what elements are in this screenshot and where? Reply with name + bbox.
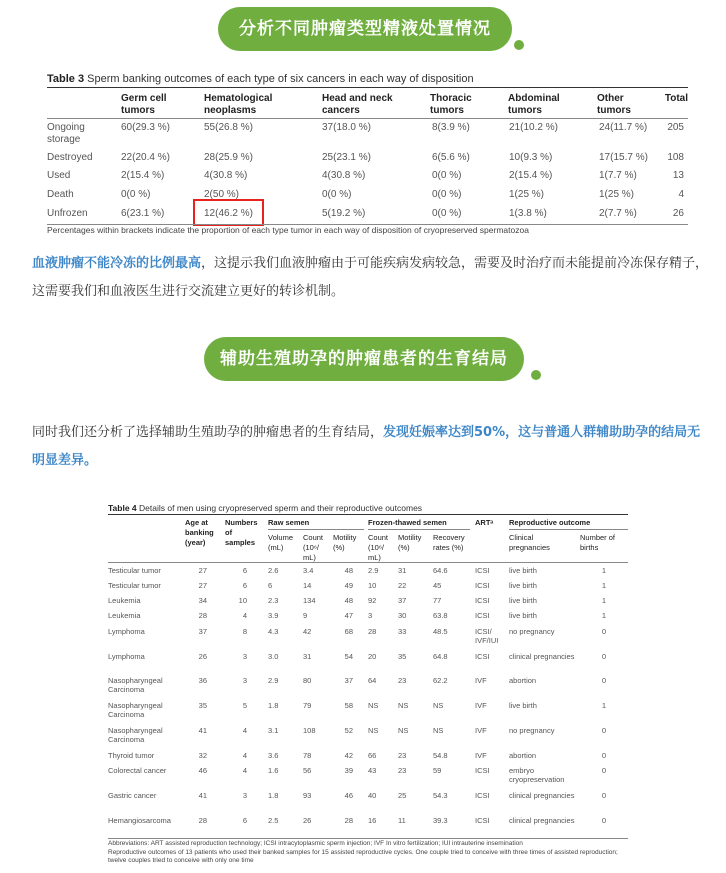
t4-cell: 0 [601, 791, 606, 800]
table4-footnote-2: Reproductive outcomes of 13 patients who used their banked samples for 15 assisted reproductive cycles. One couple tried to conceive with three times of assisted reproduction; twelve couples tried to conceive with only one time [108, 849, 618, 864]
t4-cell: IVF [475, 726, 487, 735]
t4-cell: IVF [475, 701, 487, 710]
t4-cell: 43 [368, 766, 377, 775]
table4-group-rule-frozen [368, 529, 470, 530]
t4-cell: 6 [242, 566, 247, 575]
t3-cell: 17(15.7 %) [599, 152, 648, 163]
t4-cell: 41 [198, 726, 207, 735]
t4-cell: clinical pregnancies [509, 652, 575, 661]
t4-cell: live birth [509, 566, 537, 575]
t4-cell: abortion [509, 676, 537, 685]
t4-cell: 54.3 [433, 791, 448, 800]
t4-cell: 92 [368, 596, 377, 605]
t4-cell: live birth [509, 701, 537, 710]
t4-cell: live birth [509, 581, 537, 590]
t4-cell: 58 [344, 701, 353, 710]
t4-cell: 0 [601, 816, 606, 825]
t3-cell: 4(30.8 %) [322, 170, 366, 181]
t4-cell: no pregnancy [509, 726, 555, 735]
t4-cell: 28 [198, 816, 207, 825]
t3-row-label: Used [47, 170, 71, 181]
table4-caption: Details of men using cryopreserved sperm and their reproductive outcomes [139, 503, 423, 513]
t4-cell: live birth [509, 611, 537, 620]
t4-cell: embryo cryopreservation [509, 766, 565, 784]
table4-bottom-rule [108, 838, 628, 839]
t3-header-other: Other tumors [597, 93, 631, 116]
t4-cell: 52 [344, 726, 353, 735]
t4-cell: 49 [344, 581, 353, 590]
t4-cell: 23 [398, 751, 407, 760]
t4-cell: 1.8 [268, 701, 279, 710]
t4-cell: 6 [268, 581, 273, 590]
para1-text: ，这提示我们血液肿瘤由于可能疾病发病较急，需要及时治疗而未能提前冷冻保存精子，这需要我们和血液医生进行交流建立更好的转诊机制。 [32, 256, 709, 299]
t3-total-cell: 4 [678, 189, 684, 200]
t3-cell: 5(19.2 %) [322, 208, 366, 219]
t4-cell: 39 [344, 766, 353, 775]
t4-cell: 4.3 [268, 627, 279, 636]
t4-cell: 54.8 [433, 751, 448, 760]
t3-cell: 12(46.2 %) [204, 208, 253, 219]
t4-row-label: Nasopharyngeal Carcinoma [108, 726, 163, 744]
t4-cell: 1 [601, 611, 606, 620]
t4-cell: ICSI [475, 791, 490, 800]
t4-cell: 2.3 [268, 596, 279, 605]
t4-col-header: Clinical pregnancies [509, 533, 550, 552]
t4-cell: 56 [303, 766, 312, 775]
t4-cell: 10 [368, 581, 377, 590]
t4-cell: 41 [198, 791, 207, 800]
t4-group-art: ARTᵃ [475, 518, 494, 527]
t3-cell: 10(9.3 %) [509, 152, 553, 163]
t4-cell: 77 [433, 596, 442, 605]
t4-cell: 93 [303, 791, 312, 800]
t4-row-label: Lymphoma [108, 652, 145, 661]
t3-cell: 22(20.4 %) [121, 152, 170, 163]
t4-cell: 46 [198, 766, 207, 775]
t4-row-label: Gastric cancer [108, 791, 157, 800]
t4-cell: 62.2 [433, 676, 448, 685]
t4-row-label: Lymphoma [108, 627, 145, 636]
t4-cell: 42 [344, 751, 353, 760]
t3-cell: 8(3.9 %) [432, 122, 470, 133]
t3-cell: 2(15.4 %) [121, 170, 165, 181]
t4-cell: 31 [398, 566, 407, 575]
t4-row-label: Leukemia [108, 611, 141, 620]
t4-cell: 1 [601, 596, 606, 605]
t4-cell: ICSI [475, 596, 490, 605]
t4-cell: 3.0 [268, 652, 279, 661]
t3-cell: 0(0 %) [432, 208, 462, 219]
t4-cell: IVF [475, 751, 487, 760]
t4-cell: 66 [368, 751, 377, 760]
t4-cell: 68 [344, 627, 353, 636]
t4-cell: 27 [198, 581, 207, 590]
t4-cell: IVF [475, 676, 487, 685]
t4-cell: 2.5 [268, 816, 279, 825]
t3-cell: 4(30.8 %) [204, 170, 248, 181]
t4-cell: 9 [303, 611, 308, 620]
table3-caption: Sperm banking outcomes of each type of six cancers in each way of disposition [87, 73, 474, 85]
t4-cell: 1 [601, 566, 606, 575]
t4-cell: clinical pregnancies [509, 791, 575, 800]
t4-cell: 2.9 [368, 566, 379, 575]
t4-cell: NS [398, 701, 409, 710]
t4-cell: 32 [198, 751, 207, 760]
t3-total-cell: 205 [667, 122, 684, 133]
t4-cell: 3 [368, 611, 373, 620]
t4-cell: 42 [303, 627, 312, 636]
t4-cell: 28 [344, 816, 353, 825]
t3-cell: 21(10.2 %) [509, 122, 558, 133]
table4-label: Table 4 [108, 503, 137, 513]
t3-cell: 6(5.6 %) [432, 152, 470, 163]
t4-cell: 108 [303, 726, 316, 735]
t3-total-cell: 108 [667, 152, 684, 163]
t4-cell: NS [433, 726, 444, 735]
t4-cell: 3.1 [268, 726, 279, 735]
t3-header-thoracic: Thoracic tumors [430, 93, 472, 116]
t4-group-frozen: Frozen-thawed semen [368, 518, 447, 527]
t4-cell: 3 [242, 791, 247, 800]
t4-cell: 4 [242, 726, 247, 735]
t4-cell: 46 [344, 791, 353, 800]
t4-cell: 6 [242, 816, 247, 825]
t4-cell: 4 [242, 766, 247, 775]
para2-highlight: 发现妊娠率达到50%，这与普通人群辅助助孕的结局无明显差异。 [32, 425, 701, 468]
t3-row-label: Ongoing storage [47, 122, 85, 145]
t4-cell: 37 [198, 627, 207, 636]
t4-cell: 59 [433, 766, 442, 775]
t4-cell: 48 [344, 566, 353, 575]
t4-cell: 39.3 [433, 816, 448, 825]
section-title-pill: 分析不同肿瘤类型精液处置情况 [218, 7, 512, 51]
table4-footnote-1: Abbreviations: ART assisted reproduction technology; ICSI intracytoplasmic sperm injection; IVF In vitro fertilization; IUI intrauterine insemination [108, 840, 523, 847]
t4-row-label: Nasopharyngeal Carcinoma [108, 676, 163, 694]
t4-cell: abortion [509, 751, 537, 760]
t4-cell: 1 [601, 701, 606, 710]
t3-header-abdominal: Abdominal tumors [508, 93, 560, 116]
t3-header-germ: Germ cell tumors [121, 93, 167, 116]
t4-cell: 0 [601, 751, 606, 760]
t4-cell: NS [368, 701, 379, 710]
t4-row-label: Leukemia [108, 596, 141, 605]
t4-col-header: Motility (%) [333, 533, 357, 552]
t4-cell: 64.6 [433, 566, 448, 575]
t4-cell: ICSI [475, 566, 490, 575]
t4-cell: 35 [198, 701, 207, 710]
t3-cell: 6(23.1 %) [121, 208, 165, 219]
t4-col-header: Volume (mL) [268, 533, 294, 552]
t4-cell: 35 [398, 652, 407, 661]
t3-header-hema: Hematological neoplasms [204, 93, 273, 116]
t4-row-label: Testicular tumor [108, 566, 161, 575]
t4-cell: 63.8 [433, 611, 448, 620]
t3-cell: 1(3.8 %) [509, 208, 547, 219]
t4-cell: 40 [368, 791, 377, 800]
t4-row-label: Thyroid tumor [108, 751, 155, 760]
t3-cell: 0(0 %) [432, 189, 462, 200]
section-title-pill: 辅助生殖助孕的肿瘤患者的生育结局 [204, 337, 524, 381]
t3-cell: 0(0 %) [121, 189, 151, 200]
t4-cell: NS [433, 701, 444, 710]
t3-cell: 1(7.7 %) [599, 170, 637, 181]
t4-cell: ICSI [475, 581, 490, 590]
t4-cell: 0 [601, 766, 606, 775]
t4-cell: 4 [242, 611, 247, 620]
table3-footnote: Percentages within brackets indicate the proportion of each type tumor in each way of disposition of cryopreserved spermatozoa [47, 225, 529, 235]
t4-cell: 3.6 [268, 751, 279, 760]
t3-row-label: Death [47, 189, 74, 200]
t3-cell: 55(26.8 %) [204, 122, 253, 133]
table3-label: Table 3 [47, 73, 85, 85]
t4-cell: 64 [368, 676, 377, 685]
para2-text: 同时我们还分析了选择辅助生殖助孕的肿瘤患者的生育结局， [32, 425, 384, 440]
t4-col-samples: Numbers of samples [225, 518, 258, 547]
t4-cell: 16 [368, 816, 377, 825]
t4-col-header: Count (10⁶/ mL) [368, 533, 389, 562]
t4-cell: 134 [303, 596, 316, 605]
t4-cell: 1.6 [268, 766, 279, 775]
t4-cell: 6 [242, 581, 247, 590]
t3-cell: 28(25.9 %) [204, 152, 253, 163]
t4-cell: 22 [398, 581, 407, 590]
t4-cell: 2.9 [268, 676, 279, 685]
t4-cell: 14 [303, 581, 312, 590]
t4-col-age: Age at banking (year) [185, 518, 214, 547]
table4-header-rule [108, 562, 628, 563]
t4-cell: 37 [344, 676, 353, 685]
t4-col-header: Recovery rates (%) [433, 533, 465, 552]
t3-row-label: Unfrozen [47, 208, 88, 219]
t4-cell: ICSI [475, 611, 490, 620]
t3-cell: 2(15.4 %) [509, 170, 553, 181]
t3-cell: 24(11.7 %) [599, 122, 648, 133]
t3-cell: 37(18.0 %) [322, 122, 371, 133]
t4-cell: 37 [398, 596, 407, 605]
t4-cell: ICSI [475, 652, 490, 661]
t3-total-cell: 26 [672, 208, 684, 219]
t4-cell: 33 [398, 627, 407, 636]
t4-cell: 28 [368, 627, 377, 636]
t4-cell: 54 [344, 652, 353, 661]
t4-cell: 10 [238, 596, 247, 605]
t4-cell: NS [398, 726, 409, 735]
t4-col-header: Number of births [580, 533, 616, 552]
t4-cell: ICSI [475, 816, 490, 825]
t4-cell: 30 [398, 611, 407, 620]
t4-cell: 27 [198, 566, 207, 575]
t3-cell: 60(29.3 %) [121, 122, 170, 133]
t4-group-repro: Reproductive outcome [509, 518, 591, 527]
table4-group-rule-repro [509, 529, 628, 530]
t4-cell: 11 [398, 816, 406, 825]
t4-cell: no pregnancy [509, 627, 555, 636]
t4-row-label: Testicular tumor [108, 581, 161, 590]
t4-cell: 2.6 [268, 566, 279, 575]
t4-cell: 47 [344, 611, 353, 620]
t4-cell: ICSI [475, 766, 490, 775]
t3-cell: 2(50 %) [204, 189, 240, 200]
t4-cell: 64.8 [433, 652, 448, 661]
t4-col-header: Motility (%) [398, 533, 422, 552]
t4-cell: 20 [368, 652, 377, 661]
t3-cell: 0(0 %) [432, 170, 462, 181]
table4-group-rule-raw [268, 529, 364, 530]
t4-row-label: Nasopharyngeal Carcinoma [108, 701, 163, 719]
t4-cell: NS [368, 726, 379, 735]
t4-cell: 0 [601, 726, 606, 735]
t4-cell: ICSI/ IVF/IUI [475, 627, 499, 645]
t4-group-raw: Raw semen [268, 518, 310, 527]
t3-header-headneck: Head and neck cancers [322, 93, 393, 116]
t4-cell: 26 [303, 816, 312, 825]
t4-cell: 48.5 [433, 627, 448, 636]
t4-cell: 0 [601, 652, 606, 661]
t3-total-cell: 13 [672, 170, 684, 181]
t4-cell: 48 [344, 596, 353, 605]
t3-cell: 2(7.7 %) [599, 208, 637, 219]
t4-col-header: Count (10⁶/ mL) [303, 533, 324, 562]
t4-cell: 3 [242, 652, 247, 661]
t4-cell: 0 [601, 676, 606, 685]
t4-cell: clinical pregnancies [509, 816, 575, 825]
t3-cell: 25(23.1 %) [322, 152, 371, 163]
t3-cell: 1(25 %) [599, 189, 635, 200]
t3-cell: 1(25 %) [509, 189, 545, 200]
t4-cell: 28 [198, 611, 207, 620]
t4-cell: 26 [198, 652, 207, 661]
t3-row-label: Destroyed [47, 152, 93, 163]
t4-cell: live birth [509, 596, 537, 605]
t4-cell: 45 [433, 581, 442, 590]
t4-row-label: Colorectal cancer [108, 766, 167, 775]
t4-cell: 78 [303, 751, 312, 760]
t4-cell: 3.9 [268, 611, 279, 620]
t4-cell: 25 [398, 791, 407, 800]
t4-cell: 23 [398, 766, 407, 775]
t4-cell: 4 [242, 751, 247, 760]
t4-cell: 1.8 [268, 791, 279, 800]
t4-cell: 1 [601, 581, 606, 590]
t4-cell: 34 [198, 596, 207, 605]
t4-cell: 8 [242, 627, 247, 636]
para1-highlight: 血液肿瘤不能冷冻的比例最高 [32, 256, 202, 271]
t4-cell: 3 [242, 676, 247, 685]
t4-cell: 79 [303, 701, 312, 710]
t3-cell: 0(0 %) [322, 189, 352, 200]
t4-cell: 3.4 [303, 566, 314, 575]
t4-cell: 0 [601, 627, 606, 636]
t4-cell: 80 [303, 676, 312, 685]
t4-cell: 36 [198, 676, 207, 685]
t3-header-total: Total [664, 93, 688, 104]
t4-cell: 5 [242, 701, 247, 710]
t4-row-label: Hemangiosarcoma [108, 816, 171, 825]
t4-cell: 23 [398, 676, 407, 685]
t4-cell: 31 [303, 652, 312, 661]
